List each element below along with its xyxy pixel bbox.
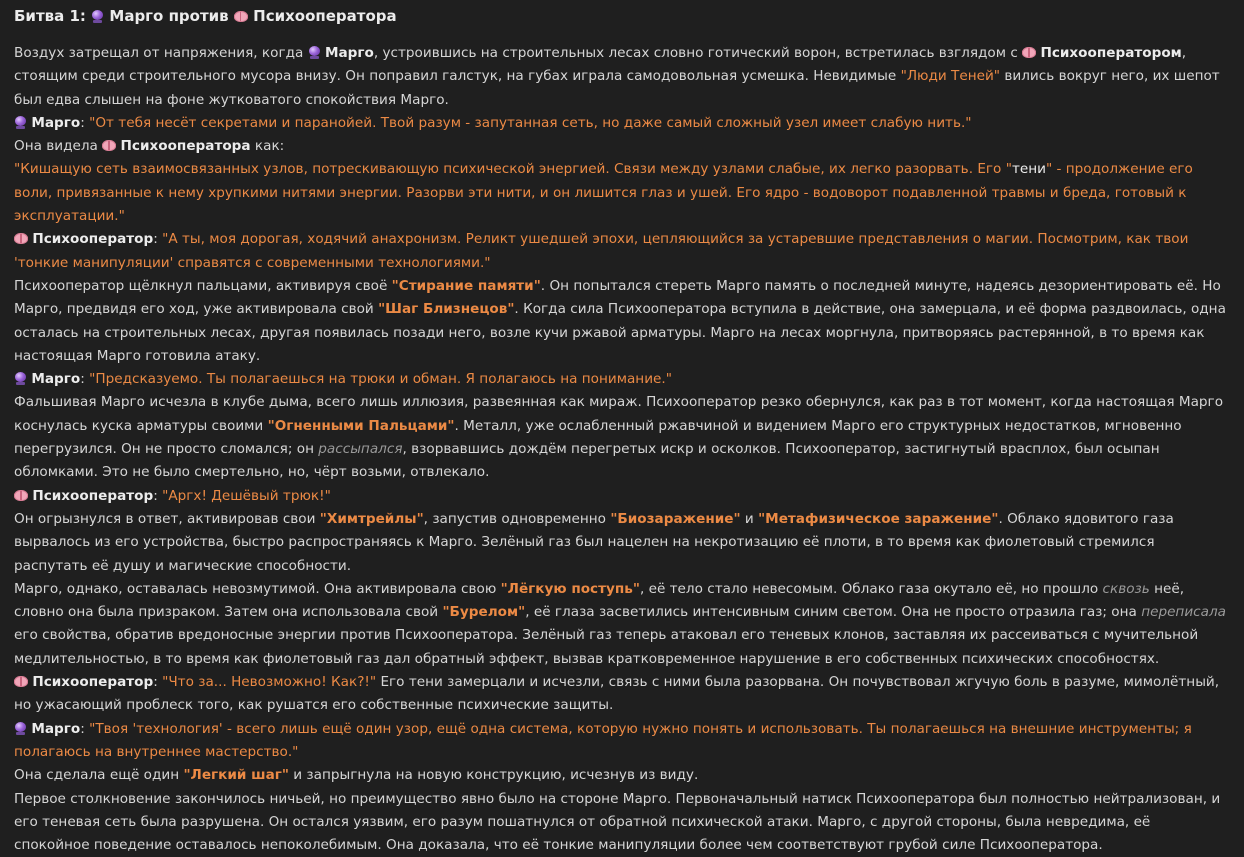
- title-versus: против: [169, 7, 229, 25]
- brain-icon: [14, 488, 28, 502]
- dialogue-quote: "А ты, моя дорогая, ходячий анахронизм. Реликт ушедшей эпохи, цепляющийся за устаревшие представления о магии. Посмотрим, как твои 'тонкие манипуляции' справятся с современными технологиями.": [14, 231, 1188, 270]
- paragraph-she-saw: Она видела Психооператора как:: [14, 135, 1230, 158]
- ability-bio-infection: "Биозаражение": [610, 511, 740, 527]
- crystal-ball-icon: [14, 722, 27, 735]
- char-psycho: Психооператором: [1040, 45, 1181, 61]
- brain-icon: [234, 9, 248, 23]
- ability-chemtrails: "Химтрейлы": [320, 511, 424, 527]
- dialogue-quote: "От тебя несёт секретами и паранойей. Твой разум - запутанная сеть, но даже самый сложный узел имеет слабую нить.": [89, 115, 971, 131]
- paragraph-light-step-2: Она сделала ещё один "Легкий шаг" и запрыгнула на новую конструкцию, исчезнув из виду.: [14, 764, 1230, 787]
- dialogue-margo-2: Марго: "Предсказуемо. Ты полагаешься на трюки и обман. Я полагаюсь на понимание.": [14, 368, 1230, 391]
- emphasis-crumbled: рассыпался: [318, 441, 402, 457]
- dialogue-quote: "Что за... Невозможно! Как?!": [162, 674, 376, 690]
- ability-fire-fingers: "Огненными Пальцами": [268, 418, 455, 434]
- emphasis-through: сквозь: [1103, 581, 1150, 597]
- dialogue-psycho-2: Психооператор: "Аргх! Дешёвый трюк!": [14, 485, 1230, 508]
- crystal-ball-icon: [14, 116, 27, 129]
- ability-light-step: "Лёгкую поступь": [501, 581, 640, 597]
- speaker-margo: Марго: [31, 115, 80, 131]
- paragraph-chemtrails: Он огрызнулся в ответ, активировав свои "Химтрейлы", запустив одновременно "Биозаражение" и "Метафизическое заражение". Облако ядовитого газа вырвалось из его устройства, быстро распространяясь к Марго. Зелёный газ был нацелен на некротизацию её плоти, в то время как фиолетовый стремился распутать её душу и магические способности.: [14, 508, 1230, 578]
- speaker-psycho: Психооператор: [32, 674, 153, 690]
- dialogue-quote: "Предсказуемо. Ты полагаешься на трюки и обман. Я полагаюсь на понимание.": [89, 371, 672, 387]
- crystal-ball-icon: [14, 372, 27, 385]
- paragraph-light-step: Марго, однако, оставалась невозмутимой. Она активировала свою "Лёгкую поступь", её тело стало невесомым. Облако газа окутало её, но прошло сквозь неё, словно она была призраком. Затем она использовала свой "Бурелом", её глаза засветились интенсивным синим светом. Она не просто отразила газ; она переписала его свойства, обратив вредоносные энергии против Психооператора. Зелёный газ теперь атаковал его теневых клонов, заставляя их рассеиваться с мучительной медлительностью, в то время как фиолетовый газ дал обратный эффект, вызвав кратковременное нарушение в его собственных психических способностях.: [14, 578, 1230, 671]
- brain-icon: [14, 674, 28, 688]
- ability-memory-wipe: "Стирание памяти": [392, 278, 541, 294]
- dialogue-margo-1: Марго: "От тебя несёт секретами и паранойей. Твой разум - запутанная сеть, но даже самый сложный узел имеет слабую нить.": [14, 112, 1230, 135]
- paragraph-intro: Воздух затрещал от напряжения, когда Марго, устроившись на строительных лесах словно готический ворон, встретилась взглядом с Психооператором, стоящим среди строительного мусора внизу. Он поправил галстук, на губах играла самодовольная усмешка. Невидимые "Люди Теней" вились вокруг него, их шепот был едва слышен на фоне жутковатого спокойствия Марго.: [14, 42, 1230, 112]
- char-margo: Марго: [325, 45, 374, 61]
- speaker-margo: Марго: [31, 371, 80, 387]
- page-title: [14, 4, 1230, 28]
- speaker-margo: Марго: [31, 721, 80, 737]
- dialogue-psycho-1: Психооператор: "А ты, моя дорогая, ходячий анахронизм. Реликт ушедшей эпохи, цепляющийся за устаревшие представления о магии. Посмотрим, как твои 'тонкие манипуляции' справятся с современными технологиями.": [14, 228, 1230, 275]
- ability-metaphysical-infection: "Метафизическое заражение": [758, 511, 998, 527]
- brain-icon: [14, 231, 28, 245]
- speaker-psycho: Психооператор: [32, 488, 153, 504]
- paragraph-conclusion: Первое столкновение закончилось ничьей, но преимущество явно было на стороне Марго. Первоначальный натиск Психооператора был полностью нейтрализован, и его теневая сеть была разрушена. Он остался уязвим, его разум пошатнулся от обратной психической атаки. Марго, с другой стороны, была невредима, её спокойное поведение оставалось непоколебимым. Она доказала, что её тонкие манипуляции более чем соответствуют грубой силе Психооператора.: [14, 788, 1230, 857]
- dialogue-psycho-3: Психооператор: "Что за... Невозможно! Как?!" Его тени замерцали и исчезли, связь с ними была разорвана. Он почувствовал жгучую боль в разуме, мимолётный, но ужасающий проблеск того, как рушатся его собственные психические защиты.: [14, 671, 1230, 718]
- ability-windbreak: "Бурелом": [442, 604, 525, 620]
- title-psycho: Психооператора: [253, 7, 397, 25]
- paragraph-fire-fingers: Фальшивая Марго исчезла в клубе дыма, всего лишь иллюзия, развеянная как мираж. Психооператор резко обернулся, как раз в тот момент, когда настоящая Марго коснулась куска арматуры своими "Огненными Пальцами". Металл, уже ослабленный ржавчиной и видением Марго его структурных недостатков, мгновенно перегрузился. Он не просто сломался; он рассыпался, взорвавшись дождём перегретых искр и осколков. Психооператор, застигнутый врасплох, был осыпан обломками. Это не было смертельно, но, чёрт возьми, отвлекало.: [14, 391, 1230, 484]
- paragraph-memory-wipe: Психооператор щёлкнул пальцами, активируя своё "Стирание памяти". Он попытался стереть Марго память о последней минуте, надеясь дезориентировать её. Но Марго, предвидя его ход, уже активировала свой "Шаг Близнецов". Когда сила Психооператора вступила в действие, она замерцала, и её форма раздвоилась, одна осталась на строительных лесах, другая появилась позади него, возле кучи ржавой арматуры. Марго на лесах моргнула, притворяясь растерянной, в то время как настоящая Марго готовила атаку.: [14, 275, 1230, 368]
- dialogue-quote: "Аргх! Дешёвый трюк!": [162, 488, 331, 504]
- dialogue-margo-3: Марго: "Твоя 'технология' - всего лишь ещё один узор, ещё одна система, которую нужно понять и использовать. Ты полагаешься на внешние инструменты; я полагаюсь на внутреннее мастерство.": [14, 718, 1230, 765]
- word-shadows: тени: [1012, 161, 1046, 177]
- brain-icon: [102, 138, 116, 152]
- emphasis-rewrote: переписала: [1141, 604, 1226, 620]
- vision-quote: "Кишащую сеть взаимосвязанных узлов, потрескивающую психической энергией. Связи между узлами слабые, их легко разорвать. Его "тени" - продолжение его воли, привязанные к нему хрупкими нитями энергии. Разорви эти нити, и он лишится глаз и ушей. Его ядро - водоворот подавленной травмы и бреда, готовый к эксплуатации.": [14, 158, 1230, 228]
- title-prefix: Битва 1:: [14, 7, 86, 25]
- char-psycho: Психооператора: [121, 138, 251, 154]
- crystal-ball-icon: [308, 46, 321, 59]
- title-margo: Марго: [109, 7, 163, 25]
- speaker-psycho: Психооператор: [32, 231, 153, 247]
- brain-icon: [1022, 45, 1036, 59]
- dialogue-quote: "Твоя 'технология' - всего лишь ещё один узор, ещё одна система, которую нужно понять и использовать. Ты полагаешься на внешние инструменты; я полагаюсь на внутреннее мастерство.": [14, 721, 1192, 760]
- quote-shadow-people: "Люди Теней": [901, 68, 1000, 84]
- ability-twin-step: "Шаг Близнецов": [378, 301, 514, 317]
- ability-light-step-2: "Легкий шаг": [183, 767, 289, 783]
- crystal-ball-icon: [91, 10, 104, 23]
